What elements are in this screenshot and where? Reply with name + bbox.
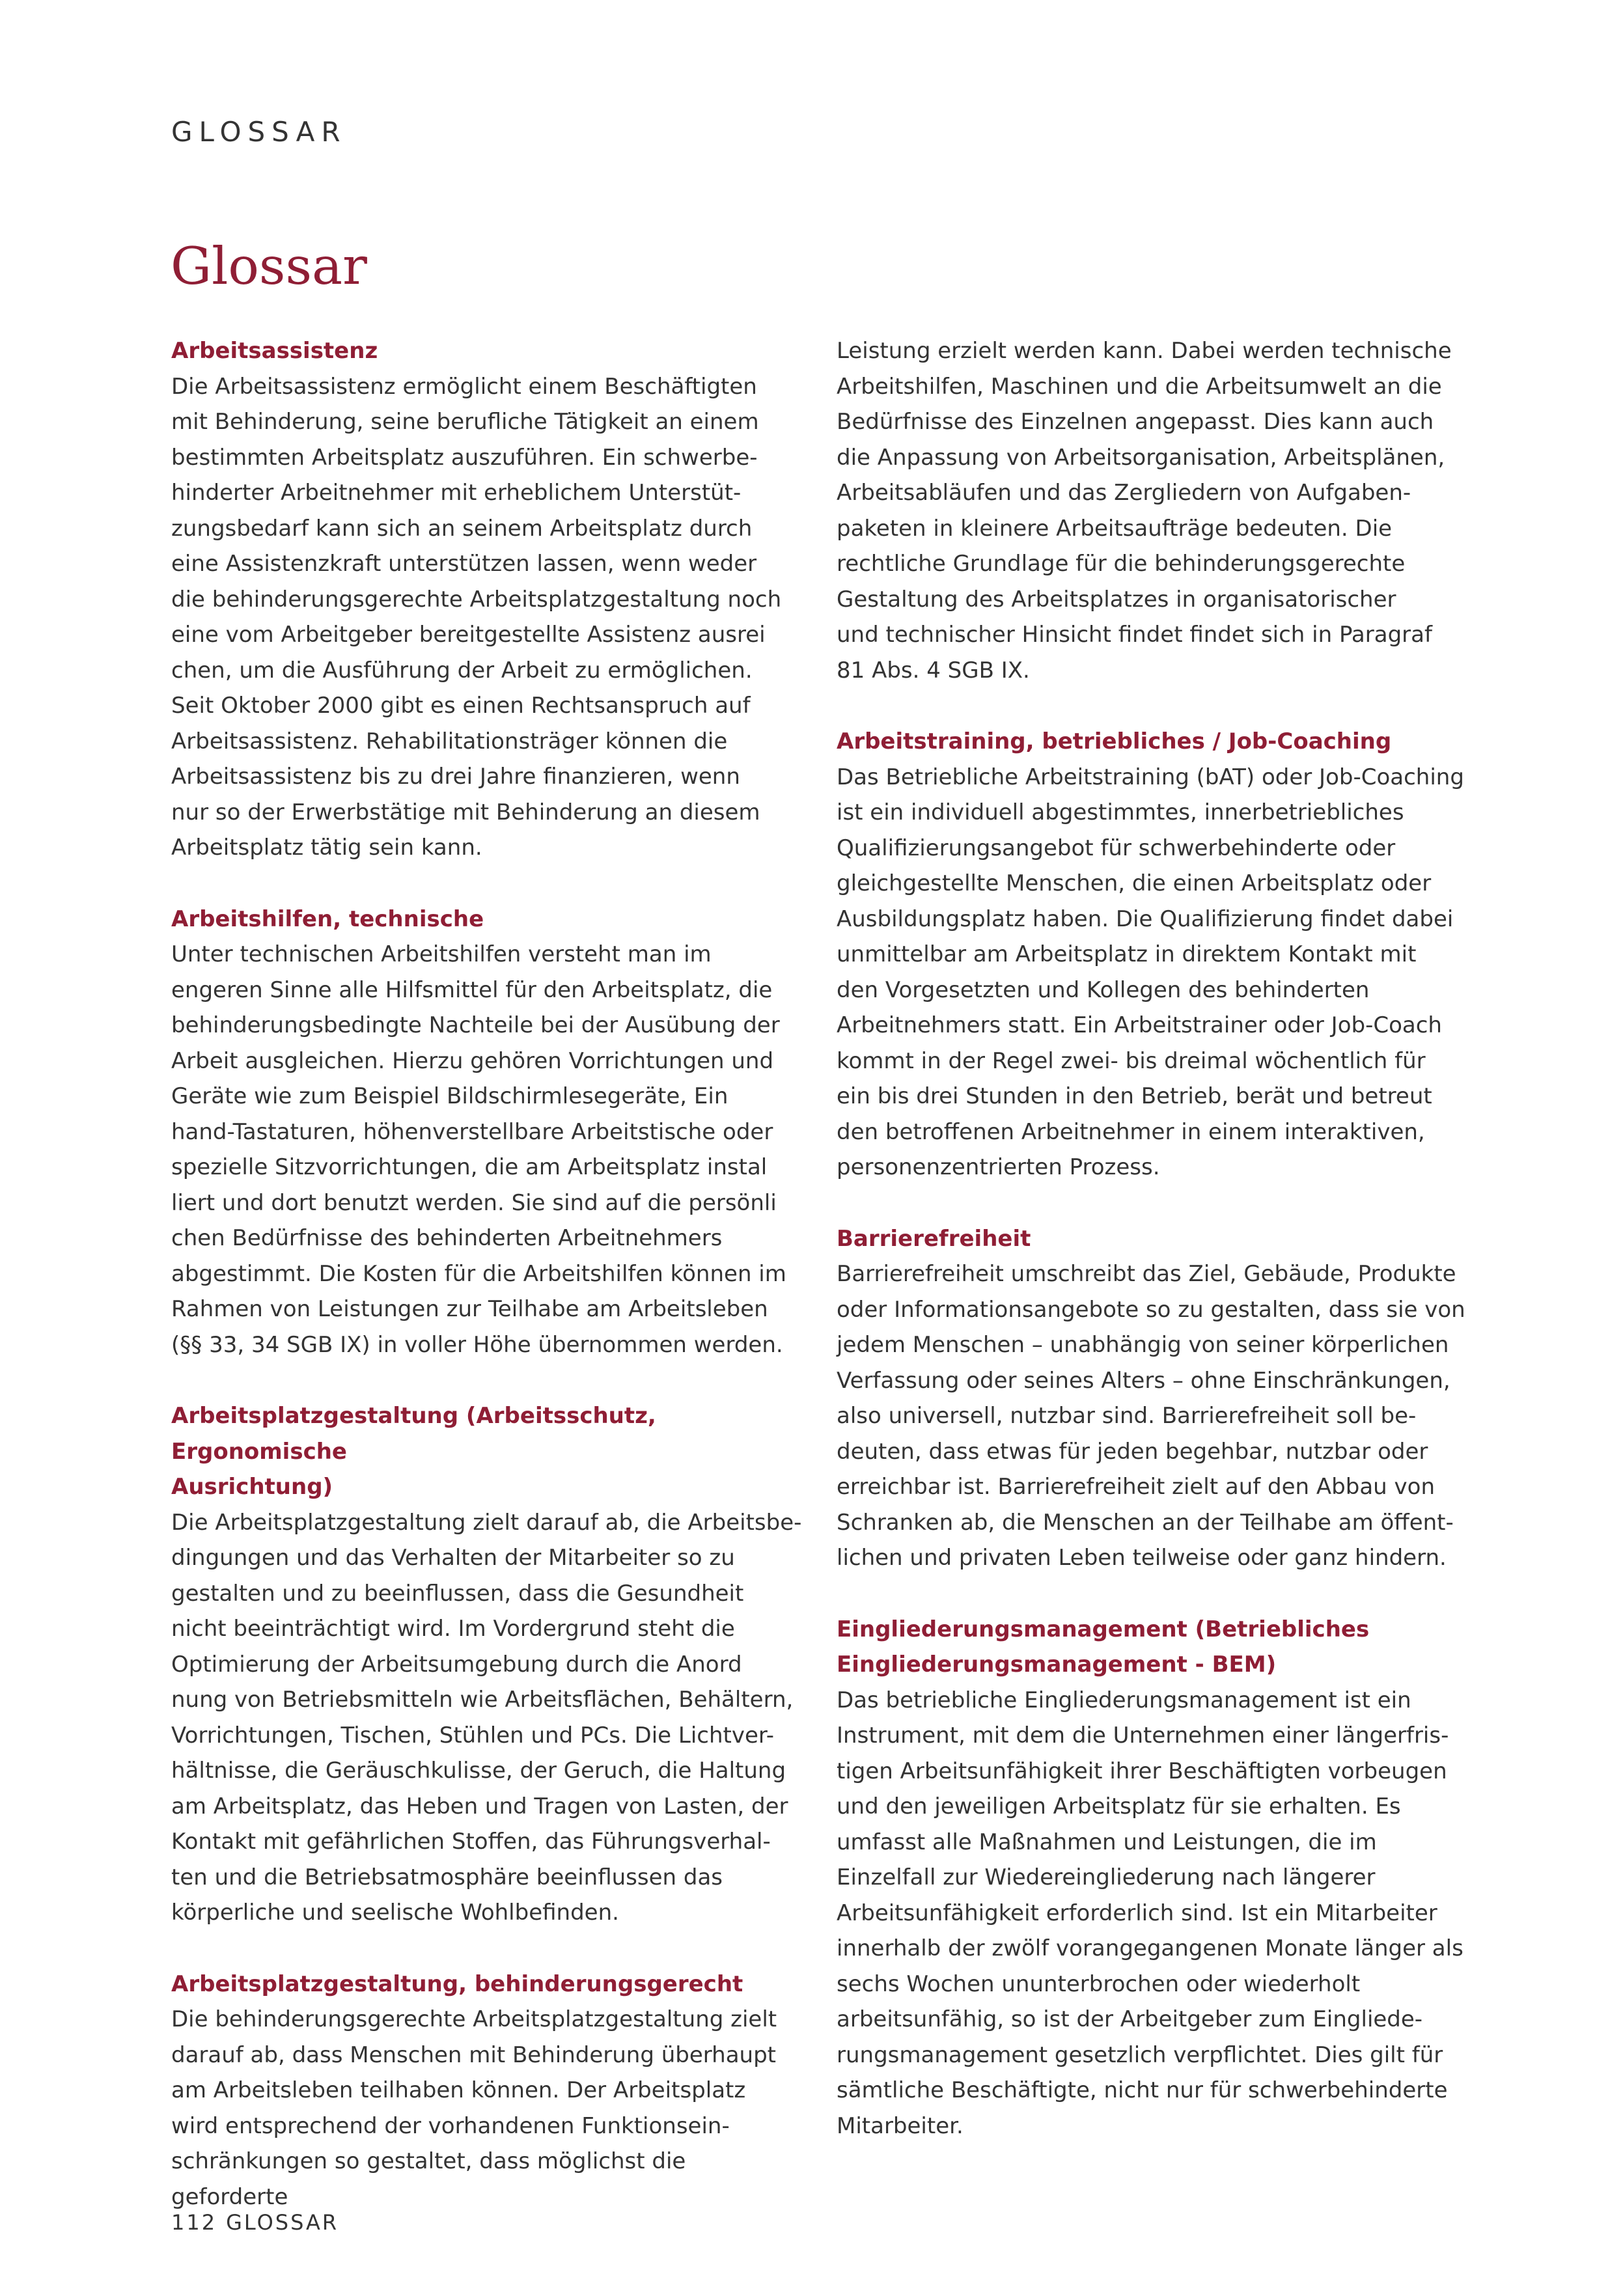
text-line: Arbeitnehmers statt. Ein Arbeitstrainer oder Job-Coach xyxy=(837,1012,1442,1038)
text-line: eine Assistenzkraft unterstützen lassen, wenn weder xyxy=(171,551,757,577)
text-line: lichen und privaten Leben teilweise oder ganz hindern. xyxy=(837,1545,1447,1571)
text-line: sechs Wochen ununterbrochen oder wiederholt xyxy=(837,1971,1361,1997)
text-line: umfasst alle Maßnahmen und Leistungen, die im xyxy=(837,1829,1377,1855)
text-line: Barrierefreiheit umschreibt das Ziel, Gebäude, Produkte xyxy=(837,1261,1456,1287)
text-line: wird entsprechend der vorhandenen Funktionsein- xyxy=(171,2112,730,2139)
text-line: chen Bedürfnisse des behinderten Arbeitnehmers xyxy=(171,1225,723,1251)
text-line: am Arbeitsplatz, das Heben und Tragen von Lasten, der xyxy=(171,1793,788,1819)
text-line: Arbeitsabläufen und das Zergliedern von Aufgaben- xyxy=(837,480,1411,506)
text-line: schränkungen so gestaltet, dass möglichst die geforderte xyxy=(171,2148,686,2210)
column-right xyxy=(837,333,1475,2179)
text-line: am Arbeitsleben teilhaben können. Der Arbeitsplatz xyxy=(171,2077,746,2103)
text-line: darauf ab, dass Menschen mit Behinderung überhaupt xyxy=(171,2041,777,2068)
glossary-definition xyxy=(837,1683,1475,2144)
text-line: gleichgestellte Menschen, die einen Arbeitsplatz oder xyxy=(837,870,1432,896)
text-line: Arbeitshilfen, Maschinen und die Arbeitsumwelt an die xyxy=(837,373,1442,400)
text-line: Seit Oktober 2000 gibt es einen Rechtsanspruch auf xyxy=(171,693,751,719)
text-line: oder Informationsangebote so zu gestalten, dass sie von xyxy=(837,1296,1465,1323)
text-line: Eingliederungsmanagement (Betriebliches xyxy=(837,1616,1370,1642)
text-line: Optimierung der Arbeitsumgebung durch die Anord xyxy=(171,1651,742,1678)
text-line: liert und dort benutzt werden. Sie sind auf die persönli xyxy=(171,1189,777,1216)
footer-section: GLOSSAR xyxy=(226,2210,339,2235)
text-line: Die behinderungsgerechte Arbeitsplatzgestaltung zielt xyxy=(171,2006,777,2032)
glossary-definition xyxy=(837,760,1475,1185)
text-line: nur so der Erwerbstätige mit Behinderung an diesem xyxy=(171,799,760,825)
text-line: Arbeitsassistenz bis zu drei Jahre finanzieren, wenn xyxy=(171,764,740,790)
text-line: Arbeit ausgleichen. Hierzu gehören Vorrichtungen und xyxy=(171,1047,774,1074)
text-line: nicht beeinträchtigt wird. Im Vordergrund steht die xyxy=(171,1616,735,1642)
text-line: Geräte wie zum Beispiel Bildschirmlesegeräte, Ein xyxy=(171,1083,728,1109)
text-line: sämtliche Beschäftigte, nicht nur für schwerbehinderte xyxy=(837,2077,1448,2103)
glossary-term: Arbeitsplatzgestaltung, behinderungsgerecht xyxy=(171,1971,743,1997)
text-line: und den jeweiligen Arbeitsplatz für sie erhalten. Es xyxy=(837,1793,1401,1819)
text-line: Einzelfall zur Wiedereingliederung nach längerer xyxy=(837,1864,1376,1890)
glossary-definition xyxy=(837,333,1475,688)
text-line: Leistung erzielt werden kann. Dabei werden technische xyxy=(837,338,1452,364)
text-line: kommt in der Regel zwei- bis dreimal wöchentlich für xyxy=(837,1047,1426,1074)
text-line: Das betriebliche Eingliederungsmanagement ist ein xyxy=(837,1687,1411,1713)
glossary-term: Barrierefreiheit xyxy=(837,1225,1031,1252)
text-line: arbeitsunfähig, so ist der Arbeitgeber zum Eingliede- xyxy=(837,2006,1423,2032)
text-line: Arbeitsplatz tätig sein kann. xyxy=(171,835,482,861)
text-line: dingungen und das Verhalten der Mitarbeiter so zu xyxy=(171,1545,735,1571)
text-line: die Anpassung von Arbeitsorganisation, Arbeitsplänen, xyxy=(837,444,1445,471)
text-line: ten und die Betriebsatmosphäre beeinflussen das xyxy=(171,1864,723,1890)
glossary-term xyxy=(837,1612,1475,1683)
glossary-entry-arbeitsplatzgestaltung-behinderungsgerecht xyxy=(171,1967,809,2215)
text-line: tigen Arbeitsunfähigkeit ihrer Beschäftigten vorbeugen xyxy=(837,1758,1447,1784)
text-line: unmittelbar am Arbeitsplatz in direktem Kontakt mit xyxy=(837,941,1417,967)
text-line: jedem Menschen – unabhängig von seiner körperlichen xyxy=(837,1332,1449,1358)
text-line: also universell, nutzbar sind. Barrierefreiheit soll be- xyxy=(837,1403,1417,1429)
text-line: innerhalb der zwölf vorangegangenen Monate länger als xyxy=(837,1935,1463,1961)
text-line: Bedürfnisse des Einzelnen angepasst. Dies kann auch xyxy=(837,409,1434,435)
page-footer xyxy=(171,2210,339,2235)
glossary-term xyxy=(171,1398,809,1505)
text-line: Verfassung oder seines Alters – ohne Einschränkungen, xyxy=(837,1367,1450,1394)
glossary-definition xyxy=(171,937,809,1362)
text-line: Mitarbeiter. xyxy=(837,2112,964,2139)
glossary-entry-arbeitsassistenz xyxy=(171,333,809,866)
running-header: GLOSSAR xyxy=(171,116,347,148)
text-line: Eingliederungsmanagement - BEM) xyxy=(837,1652,1277,1678)
glossary-definition xyxy=(171,369,809,866)
text-line: 81 Abs. 4 SGB IX. xyxy=(837,657,1030,684)
text-line: Ausrichtung) xyxy=(171,1474,333,1500)
text-line: Das Betriebliche Arbeitstraining (bAT) oder Job-Coaching xyxy=(837,764,1464,790)
text-line: deuten, dass etwas für jeden begehbar, nutzbar oder xyxy=(837,1438,1428,1465)
text-line: abgestimmt. Die Kosten für die Arbeitshilfen können im xyxy=(171,1260,786,1287)
text-line: Arbeitsplatzgestaltung (Arbeitsschutz, Ergonomische xyxy=(171,1403,656,1465)
text-line: eine vom Arbeitgeber bereitgestellte Assistenz ausrei xyxy=(171,622,766,648)
text-line: die behinderungsgerechte Arbeitsplatzgestaltung noch xyxy=(171,586,782,613)
text-line: Die Arbeitsassistenz ermöglicht einem Beschäftigten xyxy=(171,373,757,400)
glossary-entry-arbeitsplatzgestaltung xyxy=(171,1398,809,1931)
glossary-term: Arbeitshilfen, technische xyxy=(171,906,484,932)
text-line: den betroffenen Arbeitnehmer in einem interaktiven, xyxy=(837,1118,1425,1145)
text-line: Die Arbeitsplatzgestaltung zielt darauf ab, die Arbeitsbe- xyxy=(171,1509,802,1536)
text-line: Kontakt mit gefährlichen Stoffen, das Führungsverhal- xyxy=(171,1829,771,1855)
glossary-entry-continuation xyxy=(837,333,1475,688)
glossary-term: Arbeitstraining, betriebliches / Job-Coaching xyxy=(837,728,1392,754)
text-line: Qualifizierungsangebot für schwerbehinderte oder xyxy=(837,835,1396,861)
text-line: Schranken ab, die Menschen an der Teilhabe am öffent- xyxy=(837,1509,1454,1536)
glossary-entry-arbeitstraining xyxy=(837,724,1475,1185)
text-line: hältnisse, die Geräuschkulisse, der Geruch, die Haltung xyxy=(171,1758,786,1784)
glossary-definition xyxy=(171,2002,809,2215)
text-line: ein bis drei Stunden in den Betrieb, berät und betreut xyxy=(837,1083,1432,1109)
text-line: behinderungsbedingte Nachteile bei der Ausübung der xyxy=(171,1012,780,1038)
page-title: Glossar xyxy=(171,236,367,296)
text-line: mit Behinderung, seine berufliche Tätigkeit an einem xyxy=(171,409,759,435)
text-line: den Vorgesetzten und Kollegen des behinderten xyxy=(837,976,1370,1003)
text-line: Instrument, mit dem die Unternehmen einer längerfris- xyxy=(837,1722,1449,1749)
text-line: und technischer Hinsicht findet findet sich in Paragraf xyxy=(837,622,1432,648)
text-line: paketen in kleinere Arbeitsaufträge bedeuten. Die xyxy=(837,515,1393,542)
text-line: chen, um die Ausführung der Arbeit zu ermöglichen. xyxy=(171,657,753,684)
glossary-definition xyxy=(837,1256,1475,1576)
text-line: hand-Tastaturen, höhenverstellbare Arbeitstische oder xyxy=(171,1118,773,1145)
text-line: hinderter Arbeitnehmer mit erheblichem Unterstüt- xyxy=(171,480,742,506)
text-line: erreichbar ist. Barrierefreiheit zielt auf den Abbau von xyxy=(837,1474,1435,1500)
text-line: spezielle Sitzvorrichtungen, die am Arbeitsplatz instal xyxy=(171,1154,768,1180)
text-line: Ausbildungsplatz haben. Die Qualifizierung findet dabei xyxy=(837,906,1454,932)
glossary-entry-barrierefreiheit xyxy=(837,1221,1475,1576)
text-line: Rahmen von Leistungen zur Teilhabe am Arbeitsleben xyxy=(171,1296,768,1322)
column-left xyxy=(171,333,809,2250)
text-line: zungsbedarf kann sich an seinem Arbeitsplatz durch xyxy=(171,515,753,542)
text-line: (§§ 33, 34 SGB IX) in voller Höhe übernommen werden. xyxy=(171,1331,783,1358)
glossary-entry-eingliederungsmanagement xyxy=(837,1612,1475,2144)
text-line: Vorrichtungen, Tischen, Stühlen und PCs. Die Lichtver- xyxy=(171,1722,774,1749)
text-line: personenzentrierten Prozess. xyxy=(837,1154,1160,1180)
text-line: Unter technischen Arbeitshilfen versteht man im xyxy=(171,941,712,967)
text-line: körperliche und seelische Wohlbefinden. xyxy=(171,1900,619,1926)
glossary-definition xyxy=(171,1505,809,1931)
glossary-entry-arbeitshilfen xyxy=(171,902,809,1363)
text-line: Gestaltung des Arbeitsplatzes in organisatorischer xyxy=(837,586,1396,613)
text-line: rechtliche Grundlage für die behinderungsgerechte xyxy=(837,551,1406,577)
text-line: ist ein individuell abgestimmtes, innerbetriebliches xyxy=(837,799,1404,825)
glossary-term: Arbeitsassistenz xyxy=(171,338,378,364)
text-line: gestalten und zu beeinflussen, dass die Gesundheit xyxy=(171,1580,744,1607)
text-line: nung von Betriebsmitteln wie Arbeitsflächen, Behältern, xyxy=(171,1687,794,1713)
page-number: 112 xyxy=(171,2210,217,2235)
text-line: bestimmten Arbeitsplatz auszuführen. Ein schwerbe- xyxy=(171,444,758,471)
text-line: Arbeitsassistenz. Rehabilitationsträger können die xyxy=(171,728,728,754)
text-line: Arbeitsunfähigkeit erforderlich sind. Ist ein Mitarbeiter xyxy=(837,1900,1437,1926)
text-line: rungsmanagement gesetzlich verpflichtet. Dies gilt für xyxy=(837,2041,1443,2068)
text-line: engeren Sinne alle Hilfsmittel für den Arbeitsplatz, die xyxy=(171,976,773,1003)
